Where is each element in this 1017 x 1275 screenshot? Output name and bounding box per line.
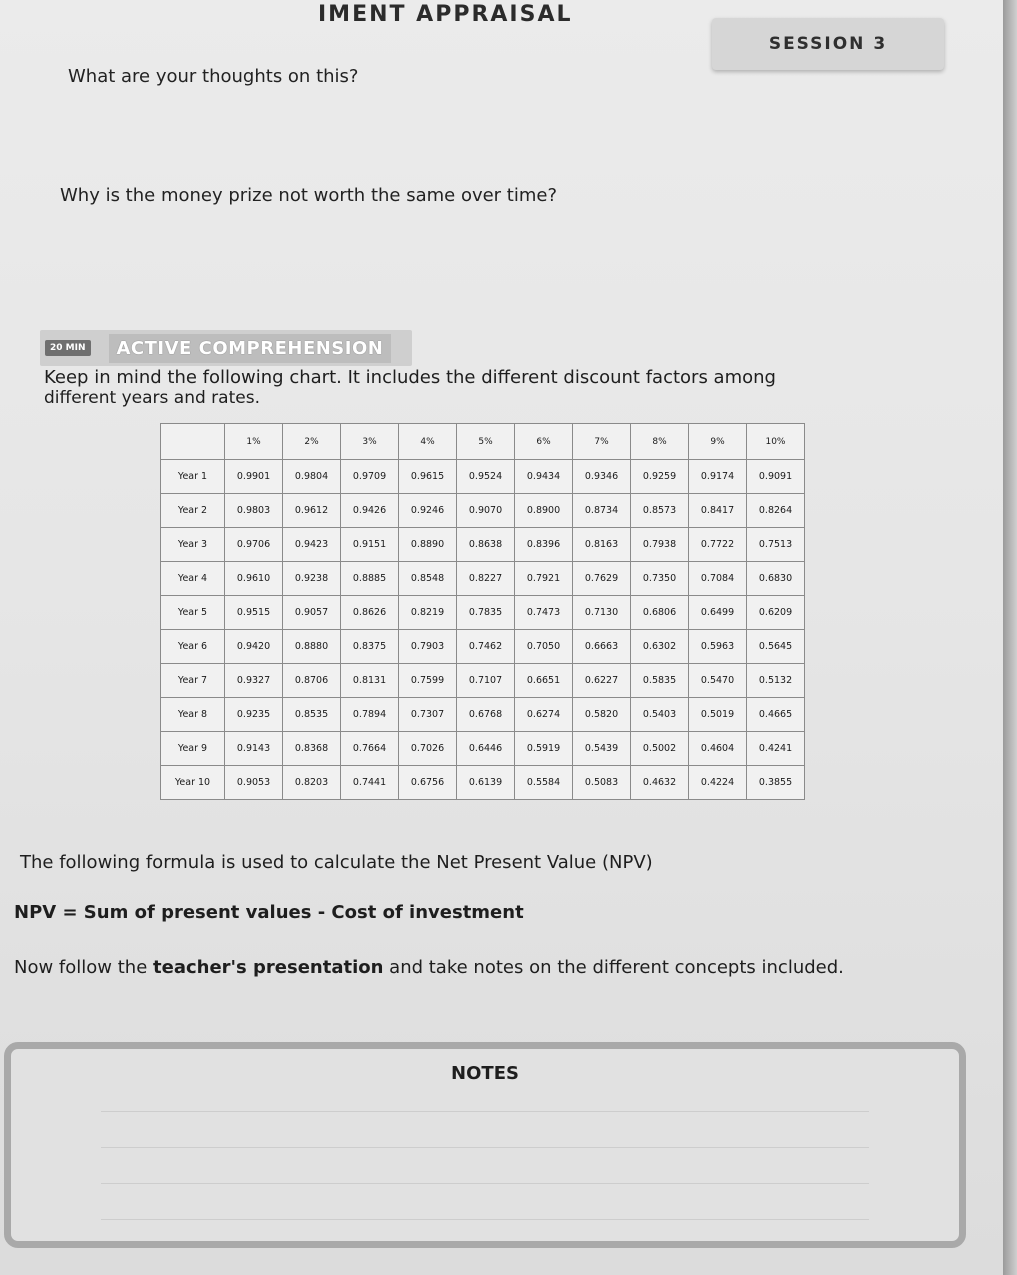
table-cell-discount-factor: 0.9057 bbox=[283, 596, 341, 630]
table-cell-discount-factor: 0.4632 bbox=[631, 766, 689, 800]
table-cell-discount-factor: 0.5002 bbox=[631, 732, 689, 766]
table-cell-discount-factor: 0.9346 bbox=[573, 460, 631, 494]
table-cell-discount-factor: 0.5919 bbox=[515, 732, 573, 766]
table-cell-discount-factor: 0.3855 bbox=[747, 766, 805, 800]
table-cell-discount-factor: 0.8885 bbox=[341, 562, 399, 596]
question-money-prize: Why is the money prize not worth the same over time? bbox=[60, 185, 558, 206]
table-cell-discount-factor: 0.8890 bbox=[399, 528, 457, 562]
table-cell-discount-factor: 0.7664 bbox=[341, 732, 399, 766]
column-header-rate: 3% bbox=[341, 424, 399, 460]
duration-badge: 20 MIN bbox=[45, 340, 91, 356]
table-cell-discount-factor: 0.8880 bbox=[283, 630, 341, 664]
table-row bbox=[161, 766, 805, 800]
table-cell-discount-factor: 0.9246 bbox=[399, 494, 457, 528]
notes-line bbox=[101, 1147, 869, 1148]
table-cell-discount-factor: 0.9327 bbox=[225, 664, 283, 698]
table-cell-discount-factor: 0.6499 bbox=[689, 596, 747, 630]
notes-box[interactable] bbox=[4, 1042, 966, 1248]
table-cell-discount-factor: 0.7629 bbox=[573, 562, 631, 596]
table-cell-discount-factor: 0.5820 bbox=[573, 698, 631, 732]
table-cell-discount-factor: 0.4224 bbox=[689, 766, 747, 800]
table-cell-discount-factor: 0.6830 bbox=[747, 562, 805, 596]
table-cell-discount-factor: 0.9238 bbox=[283, 562, 341, 596]
table-cell-discount-factor: 0.8573 bbox=[631, 494, 689, 528]
table-cell-discount-factor: 0.8535 bbox=[283, 698, 341, 732]
table-cell-discount-factor: 0.9804 bbox=[283, 460, 341, 494]
table-cell-discount-factor: 0.6139 bbox=[457, 766, 515, 800]
table-cell-discount-factor: 0.5835 bbox=[631, 664, 689, 698]
table-cell-discount-factor: 0.5439 bbox=[573, 732, 631, 766]
table-cell-discount-factor: 0.9151 bbox=[341, 528, 399, 562]
row-header-year: Year 5 bbox=[161, 596, 225, 630]
column-header-rate: 2% bbox=[283, 424, 341, 460]
table-cell-discount-factor: 0.7441 bbox=[341, 766, 399, 800]
table-cell-discount-factor: 0.7903 bbox=[399, 630, 457, 664]
table-cell-discount-factor: 0.7307 bbox=[399, 698, 457, 732]
instruction-text-end: and take notes on the different concepts included. bbox=[383, 957, 844, 978]
row-header-year: Year 8 bbox=[161, 698, 225, 732]
question-thoughts: What are your thoughts on this? bbox=[68, 66, 359, 87]
section-header-active-comprehension bbox=[40, 330, 412, 366]
table-cell-discount-factor: 0.6651 bbox=[515, 664, 573, 698]
formula-intro: The following formula is used to calculate the Net Present Value (NPV) bbox=[20, 852, 653, 873]
table-cell-discount-factor: 0.9434 bbox=[515, 460, 573, 494]
column-header-rate: 10% bbox=[747, 424, 805, 460]
table-cell-discount-factor: 0.8131 bbox=[341, 664, 399, 698]
column-header-rate: 8% bbox=[631, 424, 689, 460]
table-row bbox=[161, 664, 805, 698]
table-row bbox=[161, 630, 805, 664]
table-row bbox=[161, 460, 805, 494]
notes-line bbox=[101, 1183, 869, 1184]
table-body bbox=[161, 460, 805, 800]
table-cell-discount-factor: 0.8706 bbox=[283, 664, 341, 698]
table-cell-discount-factor: 0.7921 bbox=[515, 562, 573, 596]
npv-formula: NPV = Sum of present values - Cost of investment bbox=[14, 902, 524, 923]
table-cell-discount-factor: 0.5645 bbox=[747, 630, 805, 664]
table-cell-discount-factor: 0.8417 bbox=[689, 494, 747, 528]
table-cell-discount-factor: 0.8264 bbox=[747, 494, 805, 528]
table-cell-discount-factor: 0.4665 bbox=[747, 698, 805, 732]
table-row bbox=[161, 698, 805, 732]
column-header-rate: 9% bbox=[689, 424, 747, 460]
table-cell-discount-factor: 0.9901 bbox=[225, 460, 283, 494]
table-cell-discount-factor: 0.6227 bbox=[573, 664, 631, 698]
row-header-year: Year 4 bbox=[161, 562, 225, 596]
table-cell-discount-factor: 0.7835 bbox=[457, 596, 515, 630]
table-cell-discount-factor: 0.9070 bbox=[457, 494, 515, 528]
column-header-rate: 5% bbox=[457, 424, 515, 460]
table-cell-discount-factor: 0.7026 bbox=[399, 732, 457, 766]
row-header-year: Year 9 bbox=[161, 732, 225, 766]
table-cell-discount-factor: 0.7462 bbox=[457, 630, 515, 664]
table-cell-discount-factor: 0.9053 bbox=[225, 766, 283, 800]
table-row bbox=[161, 528, 805, 562]
table-cell-discount-factor: 0.6663 bbox=[573, 630, 631, 664]
instruction-paragraph bbox=[14, 956, 949, 980]
intro-paragraph bbox=[44, 368, 924, 408]
table-cell-discount-factor: 0.8203 bbox=[283, 766, 341, 800]
table-cell-discount-factor: 0.8163 bbox=[573, 528, 631, 562]
table-cell-discount-factor: 0.5083 bbox=[573, 766, 631, 800]
table-cell-discount-factor: 0.8227 bbox=[457, 562, 515, 596]
row-header-year: Year 1 bbox=[161, 460, 225, 494]
table-cell-discount-factor: 0.9426 bbox=[341, 494, 399, 528]
table-cell-discount-factor: 0.7130 bbox=[573, 596, 631, 630]
table-cell-discount-factor: 0.5584 bbox=[515, 766, 573, 800]
row-header-year: Year 10 bbox=[161, 766, 225, 800]
table-cell-discount-factor: 0.8396 bbox=[515, 528, 573, 562]
row-header-year: Year 2 bbox=[161, 494, 225, 528]
table-cell-discount-factor: 0.7894 bbox=[341, 698, 399, 732]
table-cell-discount-factor: 0.9706 bbox=[225, 528, 283, 562]
table-cell-discount-factor: 0.8734 bbox=[573, 494, 631, 528]
table-cell-discount-factor: 0.7599 bbox=[399, 664, 457, 698]
table-corner-cell bbox=[161, 424, 225, 460]
notes-line bbox=[101, 1219, 869, 1220]
notes-title: NOTES bbox=[451, 1063, 519, 1084]
table-cell-discount-factor: 0.4241 bbox=[747, 732, 805, 766]
table-cell-discount-factor: 0.7513 bbox=[747, 528, 805, 562]
table-cell-discount-factor: 0.7050 bbox=[515, 630, 573, 664]
discount-factor-table bbox=[160, 423, 805, 800]
table-cell-discount-factor: 0.7084 bbox=[689, 562, 747, 596]
table-cell-discount-factor: 0.9612 bbox=[283, 494, 341, 528]
table-cell-discount-factor: 0.7473 bbox=[515, 596, 573, 630]
table-cell-discount-factor: 0.5019 bbox=[689, 698, 747, 732]
table-cell-discount-factor: 0.8368 bbox=[283, 732, 341, 766]
table-cell-discount-factor: 0.8626 bbox=[341, 596, 399, 630]
table-cell-discount-factor: 0.5470 bbox=[689, 664, 747, 698]
table-cell-discount-factor: 0.9091 bbox=[747, 460, 805, 494]
table-cell-discount-factor: 0.5132 bbox=[747, 664, 805, 698]
table-cell-discount-factor: 0.9423 bbox=[283, 528, 341, 562]
notes-line bbox=[101, 1111, 869, 1112]
table-row bbox=[161, 562, 805, 596]
table-cell-discount-factor: 0.6446 bbox=[457, 732, 515, 766]
row-header-year: Year 3 bbox=[161, 528, 225, 562]
intro-line-2: different years and rates. bbox=[44, 388, 260, 408]
session-badge: SESSION 3 bbox=[712, 18, 944, 70]
table-cell-discount-factor: 0.8375 bbox=[341, 630, 399, 664]
table-cell-discount-factor: 0.6768 bbox=[457, 698, 515, 732]
table-cell-discount-factor: 0.6274 bbox=[515, 698, 573, 732]
table-cell-discount-factor: 0.9143 bbox=[225, 732, 283, 766]
table-cell-discount-factor: 0.9610 bbox=[225, 562, 283, 596]
table-header-row bbox=[161, 424, 805, 460]
table-row bbox=[161, 494, 805, 528]
column-header-rate: 6% bbox=[515, 424, 573, 460]
table-cell-discount-factor: 0.9803 bbox=[225, 494, 283, 528]
intro-line-1: Keep in mind the following chart. It includes the different discount factors among bbox=[44, 367, 776, 388]
table-cell-discount-factor: 0.6209 bbox=[747, 596, 805, 630]
table-cell-discount-factor: 0.4604 bbox=[689, 732, 747, 766]
instruction-emphasis: teacher's presentation bbox=[153, 957, 384, 978]
table-cell-discount-factor: 0.9615 bbox=[399, 460, 457, 494]
table-cell-discount-factor: 0.9174 bbox=[689, 460, 747, 494]
instruction-text-start: Now follow the bbox=[14, 957, 153, 978]
discount-factor-table-container bbox=[160, 423, 805, 800]
table-cell-discount-factor: 0.5963 bbox=[689, 630, 747, 664]
table-cell-discount-factor: 0.9259 bbox=[631, 460, 689, 494]
table-cell-discount-factor: 0.9420 bbox=[225, 630, 283, 664]
table-cell-discount-factor: 0.8548 bbox=[399, 562, 457, 596]
table-cell-discount-factor: 0.9524 bbox=[457, 460, 515, 494]
row-header-year: Year 6 bbox=[161, 630, 225, 664]
worksheet-header-title: IMENT APPRAISAL bbox=[318, 2, 573, 27]
table-cell-discount-factor: 0.5403 bbox=[631, 698, 689, 732]
column-header-rate: 1% bbox=[225, 424, 283, 460]
table-cell-discount-factor: 0.8638 bbox=[457, 528, 515, 562]
table-cell-discount-factor: 0.6806 bbox=[631, 596, 689, 630]
table-cell-discount-factor: 0.6302 bbox=[631, 630, 689, 664]
column-header-rate: 7% bbox=[573, 424, 631, 460]
table-row bbox=[161, 596, 805, 630]
table-cell-discount-factor: 0.9235 bbox=[225, 698, 283, 732]
row-header-year: Year 7 bbox=[161, 664, 225, 698]
table-cell-discount-factor: 0.8219 bbox=[399, 596, 457, 630]
table-cell-discount-factor: 0.7350 bbox=[631, 562, 689, 596]
page-edge-shadow bbox=[1003, 0, 1017, 1275]
table-cell-discount-factor: 0.9709 bbox=[341, 460, 399, 494]
table-cell-discount-factor: 0.7107 bbox=[457, 664, 515, 698]
table-cell-discount-factor: 0.7938 bbox=[631, 528, 689, 562]
table-row bbox=[161, 732, 805, 766]
table-cell-discount-factor: 0.8900 bbox=[515, 494, 573, 528]
column-header-rate: 4% bbox=[399, 424, 457, 460]
table-cell-discount-factor: 0.7722 bbox=[689, 528, 747, 562]
table-cell-discount-factor: 0.6756 bbox=[399, 766, 457, 800]
table-cell-discount-factor: 0.9515 bbox=[225, 596, 283, 630]
section-title: ACTIVE COMPREHENSION bbox=[109, 334, 392, 363]
